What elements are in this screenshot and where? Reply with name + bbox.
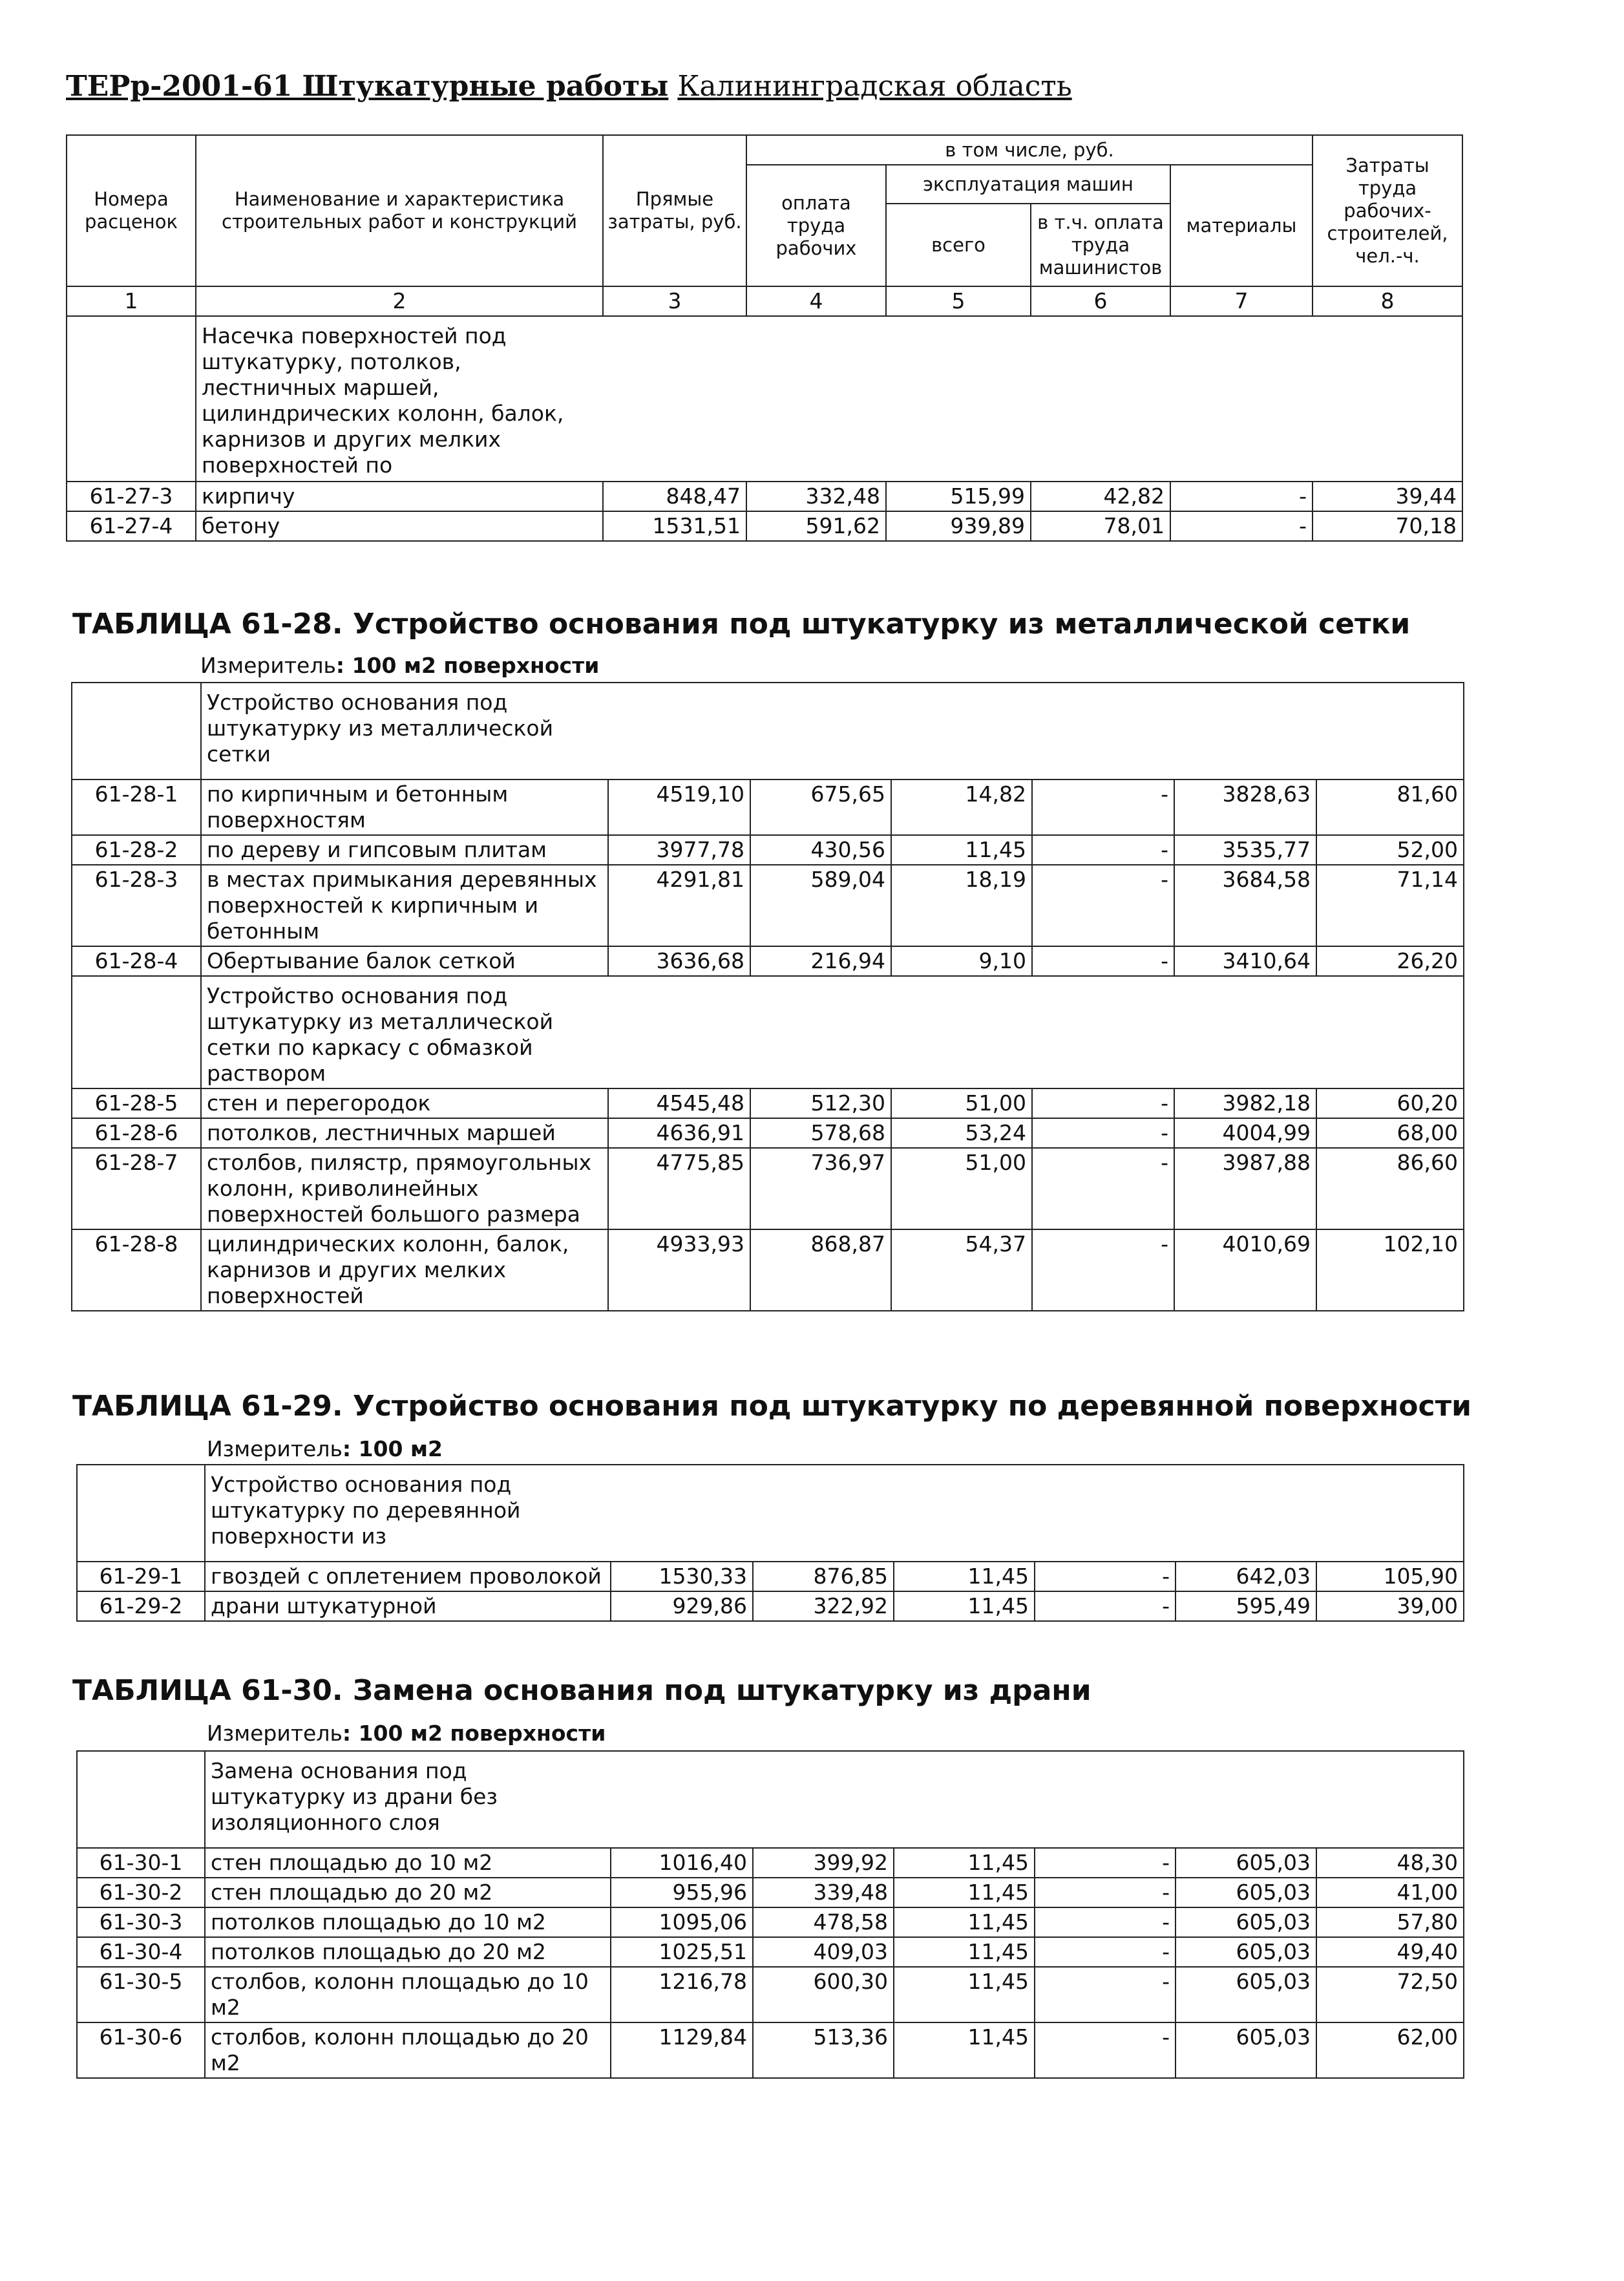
cell-materials-cost: 3410,64	[1174, 946, 1316, 976]
col-num-7: 7	[1170, 286, 1313, 316]
table-row	[67, 511, 1462, 541]
cell-materials-cost: 3982,18	[1174, 1088, 1316, 1118]
table-row	[77, 1937, 1464, 1967]
col-header-code: Номера расценок	[67, 135, 196, 286]
cell-machine-labor-cost: -	[1032, 1088, 1174, 1118]
cell-machine-cost: 53,24	[891, 1118, 1032, 1148]
cell-machine-cost: 54,37	[891, 1229, 1032, 1311]
cell-machine-cost: 11,45	[894, 1848, 1035, 1878]
document-title-main: ТЕРр-2001-61 Штукатурные работы	[66, 70, 669, 103]
cell-direct-cost: 955,96	[611, 1878, 753, 1907]
document-title	[66, 70, 1072, 103]
cell-labor-cost: 339,48	[753, 1878, 894, 1907]
cell-code: 61-28-2	[72, 835, 201, 865]
cell-materials-cost: 3684,58	[1174, 865, 1316, 946]
cell-name: гвоздей с оплетением проволокой	[205, 1562, 611, 1591]
cell-labor-cost: 322,92	[753, 1591, 894, 1621]
cell-machine-cost: 51,00	[891, 1088, 1032, 1118]
cell-labor-hours: 26,20	[1316, 946, 1464, 976]
cell-name: Обертывание балок сеткой	[201, 946, 608, 976]
cell-direct-cost: 1216,78	[611, 1967, 753, 2022]
table-61-28-title: ТАБЛИЦА 61-28. Устройство основания под штукатурку из металлической сетки	[72, 608, 1411, 641]
cell-machine-labor-cost: -	[1032, 865, 1174, 946]
table-row	[67, 482, 1462, 511]
cell-labor-hours: 81,60	[1316, 780, 1464, 835]
cell-direct-cost: 1129,84	[611, 2022, 753, 2078]
table-row	[77, 1848, 1464, 1878]
cell-materials-cost: 4004,99	[1174, 1118, 1316, 1148]
cell-code: 61-28-7	[72, 1148, 201, 1229]
cell-name: стен площадью до 20 м2	[205, 1878, 611, 1907]
cell-labor-hours: 70,18	[1313, 511, 1462, 541]
cell-direct-cost: 1530,33	[611, 1562, 753, 1591]
cell-machine-labor-cost: 78,01	[1031, 511, 1170, 541]
cell-labor-hours: 102,10	[1316, 1229, 1464, 1311]
cell-labor-cost: 591,62	[746, 511, 886, 541]
cell-name: столбов, колонн площадью до 20 м2	[205, 2022, 611, 2078]
col-header-hours: Затраты труда рабочих-строителей, чел.-ч.	[1313, 135, 1462, 286]
table-row	[77, 1591, 1464, 1621]
cell-name: бетону	[196, 511, 603, 541]
cell-labor-cost: 512,30	[750, 1088, 891, 1118]
cell-materials-cost: 605,03	[1176, 2022, 1316, 2078]
table-61-30	[76, 1750, 1464, 2079]
table-row	[72, 1118, 1464, 1148]
cell-machine-cost: 51,00	[891, 1148, 1032, 1229]
unit-value: : 100 м2	[342, 1436, 443, 1461]
cell-machine-cost: 939,89	[886, 511, 1031, 541]
cell-labor-hours: 57,80	[1316, 1907, 1464, 1937]
cell-labor-cost: 332,48	[746, 482, 886, 511]
cell-materials-cost: 595,49	[1176, 1591, 1316, 1621]
col-num-3: 3	[603, 286, 746, 316]
cell-machine-labor-cost: -	[1032, 946, 1174, 976]
col-header-name: Наименование и характеристика строительных работ и конструкций	[196, 135, 603, 286]
cell-labor-cost: 430,56	[750, 835, 891, 865]
col-header-machines: эксплуатация машин	[886, 165, 1170, 204]
cell-code: 61-30-4	[77, 1937, 205, 1967]
cell-machine-cost: 515,99	[886, 482, 1031, 511]
col-header-mach-labor: в т.ч. оплата труда машинистов	[1031, 204, 1170, 286]
cell-labor-hours: 62,00	[1316, 2022, 1464, 2078]
cell-machine-labor-cost: -	[1035, 1907, 1176, 1937]
cell-materials-cost: -	[1170, 482, 1313, 511]
cell-machine-labor-cost: -	[1032, 1229, 1174, 1311]
col-header-materials: материалы	[1170, 165, 1313, 286]
section-intro: Замена основания под штукатурку из драни без изоляционного слоя	[211, 1758, 498, 1835]
document-region: Калининградская область	[677, 70, 1072, 103]
cell-direct-cost: 4933,93	[608, 1229, 750, 1311]
cell-labor-cost: 578,68	[750, 1118, 891, 1148]
cell-direct-cost: 848,47	[603, 482, 746, 511]
col-num-8: 8	[1313, 286, 1462, 316]
cell-name: стен и перегородок	[201, 1088, 608, 1118]
cell-labor-cost: 589,04	[750, 865, 891, 946]
col-num-6: 6	[1031, 286, 1170, 316]
cell-direct-cost: 3977,78	[608, 835, 750, 865]
col-num-4: 4	[746, 286, 886, 316]
cell-code: 61-30-6	[77, 2022, 205, 2078]
table-61-28-rows-1	[72, 780, 1464, 976]
cell-machine-cost: 11,45	[894, 1937, 1035, 1967]
cell-machine-labor-cost: -	[1035, 1591, 1176, 1621]
cell-labor-cost: 513,36	[753, 2022, 894, 2078]
cell-machine-labor-cost: -	[1035, 1562, 1176, 1591]
cell-materials-cost: 605,03	[1176, 1848, 1316, 1878]
cell-labor-hours: 41,00	[1316, 1878, 1464, 1907]
cell-direct-cost: 4636,91	[608, 1118, 750, 1148]
cell-code: 61-30-3	[77, 1907, 205, 1937]
section-intro: Устройство основания под штукатурку из металлической сетки	[207, 690, 554, 767]
cell-labor-cost: 600,30	[753, 1967, 894, 2022]
table-row	[77, 1878, 1464, 1907]
cell-labor-hours: 39,44	[1313, 482, 1462, 511]
cell-code: 61-29-1	[77, 1562, 205, 1591]
cell-code: 61-28-8	[72, 1229, 201, 1311]
unit-label: Измеритель	[200, 653, 336, 678]
table-row	[77, 1562, 1464, 1591]
cell-machine-labor-cost: -	[1035, 1967, 1176, 2022]
cell-labor-cost: 876,85	[753, 1562, 894, 1591]
unit-label: Измеритель	[207, 1721, 343, 1746]
cell-direct-cost: 4291,81	[608, 865, 750, 946]
table-row	[72, 1229, 1464, 1311]
col-header-incl: в том числе, руб.	[746, 135, 1313, 165]
cell-materials-cost: 605,03	[1176, 1878, 1316, 1907]
cell-materials-cost: -	[1170, 511, 1313, 541]
cell-name: столбов, пилястр, прямоугольных колонн, криволинейных поверхностей большого размера	[201, 1148, 608, 1229]
cell-machine-labor-cost: -	[1035, 1878, 1176, 1907]
section-intro: Устройство основания под штукатурку из металлической сетки по каркасу с обмазкой раствором	[207, 983, 554, 1086]
cell-materials-cost: 605,03	[1176, 1937, 1316, 1967]
cell-labor-hours: 72,50	[1316, 1967, 1464, 2022]
unit-label: Измеритель	[207, 1436, 343, 1461]
cell-name: столбов, колонн площадью до 10 м2	[205, 1967, 611, 2022]
table-61-28	[71, 682, 1464, 1311]
cell-machine-labor-cost: 42,82	[1031, 482, 1170, 511]
cell-name: потолков площадью до 10 м2	[205, 1907, 611, 1937]
cell-machine-labor-cost: -	[1032, 1148, 1174, 1229]
cell-materials-cost: 642,03	[1176, 1562, 1316, 1591]
table-61-28-rows-2	[72, 1088, 1464, 1311]
cell-code: 61-28-5	[72, 1088, 201, 1118]
table-61-29-rows	[77, 1562, 1464, 1621]
table-row	[72, 1088, 1464, 1118]
table-61-30-rows	[77, 1848, 1464, 2078]
cell-name: драни штукатурной	[205, 1591, 611, 1621]
cell-machine-labor-cost: -	[1032, 780, 1174, 835]
cell-labor-hours: 86,60	[1316, 1148, 1464, 1229]
cell-labor-cost: 675,65	[750, 780, 891, 835]
col-header-mach-total: всего	[886, 204, 1031, 286]
unit-value: : 100 м2 поверхности	[335, 653, 600, 678]
cell-machine-cost: 11,45	[894, 1591, 1035, 1621]
cell-labor-cost: 399,92	[753, 1848, 894, 1878]
table-row	[72, 1148, 1464, 1229]
cell-materials-cost: 3828,63	[1174, 780, 1316, 835]
block27-rows	[67, 482, 1462, 541]
col-num-5: 5	[886, 286, 1031, 316]
cell-labor-hours: 71,14	[1316, 865, 1464, 946]
cell-labor-hours: 52,00	[1316, 835, 1464, 865]
cell-code: 61-29-2	[77, 1591, 205, 1621]
section-intro: Устройство основания под штукатурку по деревянной поверхности из	[211, 1472, 521, 1549]
cell-materials-cost: 3987,88	[1174, 1148, 1316, 1229]
cell-labor-hours: 60,20	[1316, 1088, 1464, 1118]
cell-labor-cost: 216,94	[750, 946, 891, 976]
cell-labor-hours: 49,40	[1316, 1937, 1464, 1967]
table-row	[77, 1967, 1464, 2022]
table-row	[72, 946, 1464, 976]
cell-machine-cost: 9,10	[891, 946, 1032, 976]
table-61-29	[76, 1464, 1464, 1622]
cell-labor-cost: 478,58	[753, 1907, 894, 1937]
cell-code: 61-28-3	[72, 865, 201, 946]
cell-labor-hours: 68,00	[1316, 1118, 1464, 1148]
cell-labor-cost: 868,87	[750, 1229, 891, 1311]
cell-materials-cost: 3535,77	[1174, 835, 1316, 865]
table-row	[77, 2022, 1464, 2078]
cell-machine-cost: 11,45	[894, 1878, 1035, 1907]
cell-direct-cost: 4519,10	[608, 780, 750, 835]
cell-name: потолков, лестничных маршей	[201, 1118, 608, 1148]
cell-name: потолков площадью до 20 м2	[205, 1937, 611, 1967]
col-header-direct: Прямые затраты, руб.	[603, 135, 746, 286]
table-row	[77, 1907, 1464, 1937]
table-61-29-unit	[207, 1436, 443, 1461]
cell-machine-cost: 18,19	[891, 865, 1032, 946]
cell-labor-hours: 48,30	[1316, 1848, 1464, 1878]
col-header-labor: оплата труда рабочих	[746, 165, 886, 286]
cell-direct-cost: 4545,48	[608, 1088, 750, 1118]
cell-machine-labor-cost: -	[1035, 1937, 1176, 1967]
cell-machine-cost: 11,45	[891, 835, 1032, 865]
table-61-30-unit	[207, 1721, 606, 1746]
table-row	[72, 865, 1464, 946]
cell-machine-cost: 14,82	[891, 780, 1032, 835]
table-61-28-unit	[200, 653, 599, 678]
cell-name: в местах примыкания деревянных поверхностей к кирпичным и бетонным	[201, 865, 608, 946]
cell-labor-cost: 409,03	[753, 1937, 894, 1967]
section-intro: Насечка поверхностей под штукатурку, потолков, лестничных маршей, цилиндрических колонн, балок, карнизов и других мелких поверхностей по	[202, 323, 564, 478]
cell-machine-labor-cost: -	[1035, 2022, 1176, 2078]
cell-direct-cost: 1531,51	[603, 511, 746, 541]
col-num-1: 1	[67, 286, 196, 316]
cell-code: 61-28-6	[72, 1118, 201, 1148]
cell-code: 61-30-5	[77, 1967, 205, 2022]
unit-value: : 100 м2 поверхности	[342, 1721, 606, 1746]
cell-name: кирпичу	[196, 482, 603, 511]
cell-name: по дереву и гипсовым плитам	[201, 835, 608, 865]
header-table	[66, 134, 1463, 542]
cell-direct-cost: 1025,51	[611, 1937, 753, 1967]
table-61-29-title: ТАБЛИЦА 61-29. Устройство основания под штукатурку по деревянной поверхности	[72, 1390, 1471, 1423]
cell-materials-cost: 605,03	[1176, 1967, 1316, 2022]
cell-direct-cost: 1095,06	[611, 1907, 753, 1937]
cell-code: 61-30-1	[77, 1848, 205, 1878]
cell-code: 61-27-4	[67, 511, 196, 541]
cell-direct-cost: 1016,40	[611, 1848, 753, 1878]
cell-name: стен площадью до 10 м2	[205, 1848, 611, 1878]
cell-materials-cost: 4010,69	[1174, 1229, 1316, 1311]
cell-code: 61-28-1	[72, 780, 201, 835]
cell-machine-cost: 11,45	[894, 1562, 1035, 1591]
cell-machine-labor-cost: -	[1032, 835, 1174, 865]
cell-name: цилиндрических колонн, балок, карнизов и других мелких поверхностей	[201, 1229, 608, 1311]
cell-materials-cost: 605,03	[1176, 1907, 1316, 1937]
col-num-2: 2	[196, 286, 603, 316]
table-row	[72, 835, 1464, 865]
table-61-30-title: ТАБЛИЦА 61-30. Замена основания под штукатурку из драни	[72, 1674, 1091, 1707]
cell-direct-cost: 4775,85	[608, 1148, 750, 1229]
cell-labor-cost: 736,97	[750, 1148, 891, 1229]
table-row	[72, 780, 1464, 835]
cell-code: 61-30-2	[77, 1878, 205, 1907]
cell-machine-cost: 11,45	[894, 2022, 1035, 2078]
cell-code: 61-27-3	[67, 482, 196, 511]
cell-machine-cost: 11,45	[894, 1967, 1035, 2022]
cell-name: по кирпичным и бетонным поверхностям	[201, 780, 608, 835]
cell-machine-cost: 11,45	[894, 1907, 1035, 1937]
cell-machine-labor-cost: -	[1032, 1118, 1174, 1148]
cell-code: 61-28-4	[72, 946, 201, 976]
cell-labor-hours: 105,90	[1316, 1562, 1464, 1591]
cell-direct-cost: 3636,68	[608, 946, 750, 976]
cell-machine-labor-cost: -	[1035, 1848, 1176, 1878]
cell-direct-cost: 929,86	[611, 1591, 753, 1621]
cell-labor-hours: 39,00	[1316, 1591, 1464, 1621]
